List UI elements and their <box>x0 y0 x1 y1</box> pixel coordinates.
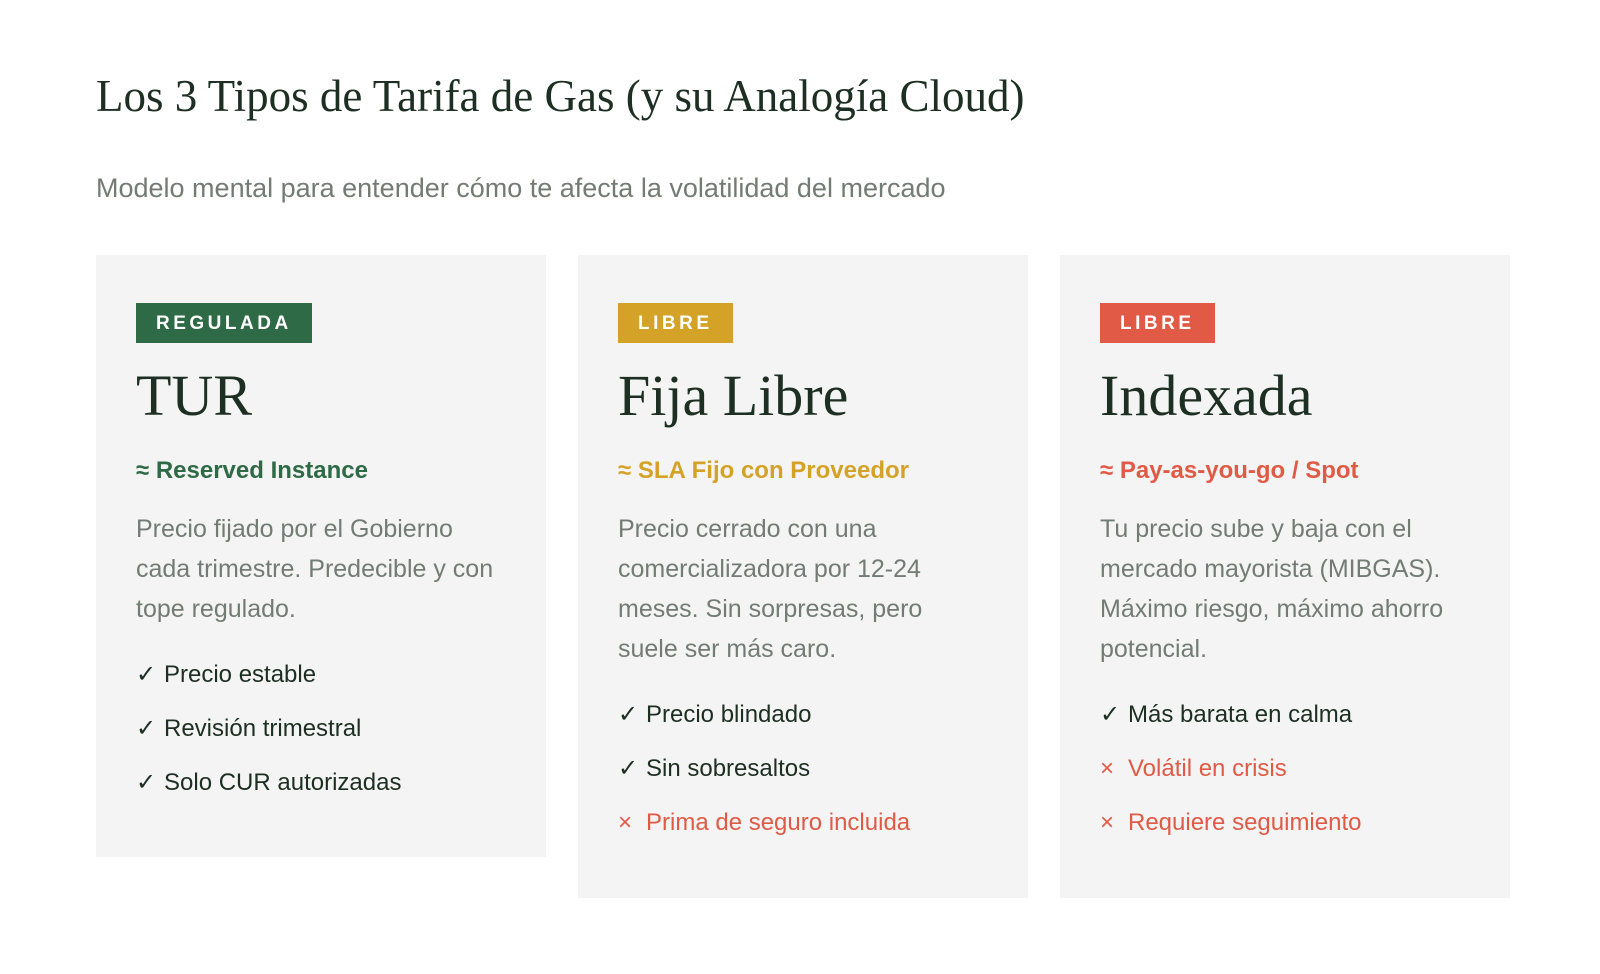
feature-item <box>136 767 506 821</box>
page-subtitle: Modelo mental para entender cómo te afecta la volatilidad del mercado <box>96 173 946 203</box>
tariff-badge: LIBRE <box>1100 303 1215 343</box>
feature-text: Volátil en crisis <box>1128 755 1287 782</box>
feature-item <box>1100 807 1470 861</box>
feature-item <box>618 699 988 753</box>
feature-list <box>136 659 506 821</box>
feature-item <box>136 659 506 713</box>
feature-item <box>1100 753 1470 807</box>
feature-text: Revisión trimestral <box>164 715 362 742</box>
feature-text: Más barata en calma <box>1128 701 1353 728</box>
tariff-name: Fija Libre <box>618 363 849 428</box>
feature-item <box>618 807 988 861</box>
cloud-analogy: ≈ Reserved Instance <box>136 457 368 484</box>
cloud-analogy: ≈ Pay-as-you-go / Spot <box>1100 457 1359 484</box>
tariff-name: Indexada <box>1100 363 1313 428</box>
check-icon: ✓ <box>136 769 157 796</box>
feature-item <box>1100 699 1470 753</box>
cloud-analogy: ≈ SLA Fijo con Proveedor <box>618 457 909 484</box>
feature-list <box>618 699 988 861</box>
feature-item <box>136 713 506 767</box>
check-icon: ✓ <box>618 755 639 782</box>
page-title: Los 3 Tipos de Tarifa de Gas (y su Analogía Cloud) <box>96 71 1025 121</box>
tariff-description: Precio fijado por el Gobierno cada trimestre. Predecible y con tope regulado. <box>136 515 494 623</box>
tariff-description: Precio cerrado con una comercializadora por 12-24 meses. Sin sorpresas, pero suele ser más caro. <box>618 515 923 663</box>
cross-icon: × <box>1100 809 1115 836</box>
cross-icon: × <box>618 809 633 836</box>
tariff-badge: REGULADA <box>136 303 312 343</box>
card-tur <box>96 255 546 857</box>
check-icon: ✓ <box>136 661 157 688</box>
feature-text: Precio estable <box>164 661 317 688</box>
check-icon: ✓ <box>136 715 157 742</box>
card-indexada <box>1060 255 1510 898</box>
tariff-name: TUR <box>136 363 252 428</box>
feature-item <box>618 753 988 807</box>
feature-text: Requiere seguimiento <box>1128 809 1362 836</box>
check-icon: ✓ <box>1100 701 1121 728</box>
feature-text: Solo CUR autorizadas <box>164 769 402 796</box>
feature-text: Precio blindado <box>646 701 812 728</box>
feature-text: Prima de seguro incluida <box>646 809 911 836</box>
check-icon: ✓ <box>618 701 639 728</box>
cross-icon: × <box>1100 755 1115 782</box>
tariff-description: Tu precio sube y baja con el mercado mayorista (MIBGAS). Máximo riesgo, máximo ahorro potencial. <box>1100 515 1444 663</box>
feature-list <box>1100 699 1470 861</box>
tariff-badge: LIBRE <box>618 303 733 343</box>
feature-text: Sin sobresaltos <box>646 755 811 782</box>
card-fija-libre <box>578 255 1028 898</box>
